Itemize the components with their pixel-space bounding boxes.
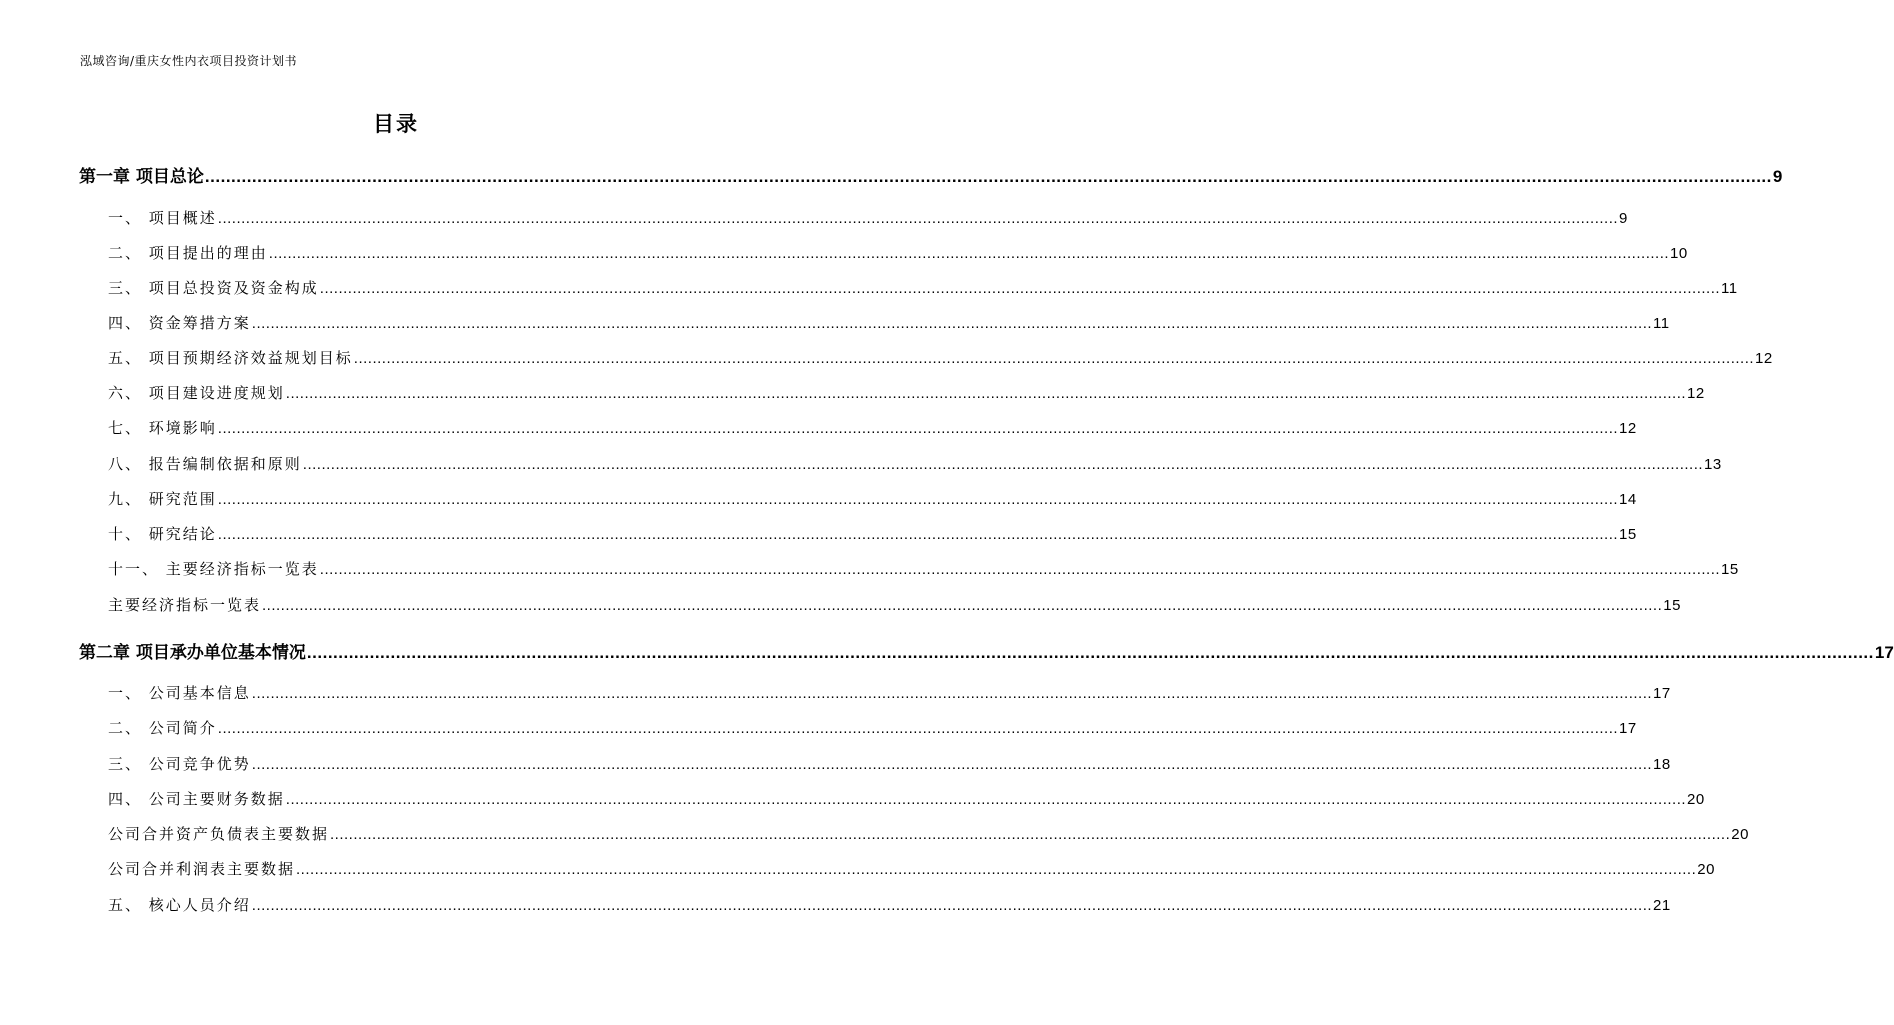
- dot-leader: ............................................................................................................................................................................................................................................................................................................: [251, 897, 1653, 914]
- toc-entry-page: 13: [1704, 456, 1722, 473]
- dot-leader: ............................................................................................................................................................................................................................................................................................................: [330, 826, 1731, 843]
- dot-leader: ............................................................................................................................................................................................................................................................................................................: [251, 685, 1653, 702]
- toc-entry-page: 11: [1721, 280, 1738, 297]
- dot-leader: ............................................................................................................................................................................................................................................................................................................: [262, 597, 1663, 614]
- toc-entry-page: 15: [1663, 597, 1681, 614]
- toc-entry[interactable]: [79, 717, 1637, 738]
- toc-entry-label: 十、 研究结论: [108, 525, 217, 543]
- toc-entry[interactable]: [79, 488, 1637, 509]
- dot-leader: ............................................................................................................................................................................................................................................................................................................: [296, 861, 1697, 878]
- toc-entry-page: 9: [1772, 167, 1783, 186]
- toc-entry-label: 五、 核心人员介绍: [108, 896, 251, 914]
- toc-entry-chapter-1[interactable]: [79, 162, 1783, 187]
- toc-entry-page: 12: [1619, 420, 1637, 437]
- dot-leader: ............................................................................................................................................................................................................................................................................................................: [319, 280, 1721, 297]
- running-header: 泓域咨询/重庆女性内衣项目投资计划书: [80, 54, 298, 68]
- toc-entry-page: 14: [1619, 491, 1637, 508]
- toc-entry-label: 三、 公司竞争优势: [108, 755, 251, 773]
- toc-entry-label: 五、 项目预期经济效益规划目标: [108, 349, 353, 367]
- dot-leader: ............................................................................................................................................................................................................................................................................................................: [302, 456, 1704, 473]
- toc-entry-page: 15: [1721, 561, 1739, 578]
- toc-entry-label: 六、 项目建设进度规划: [108, 384, 285, 402]
- toc-entry-page: 9: [1619, 210, 1628, 227]
- toc-entry-page: 20: [1731, 826, 1749, 843]
- toc-entry[interactable]: [79, 347, 1773, 368]
- toc-entry-label: 四、 资金筹措方案: [108, 314, 251, 332]
- toc-entry[interactable]: [79, 453, 1722, 474]
- toc-entry-page: 17: [1874, 643, 1894, 662]
- dot-leader: ............................................................................................................................................................................................................................................................................................................: [251, 315, 1653, 332]
- toc-entry-table[interactable]: [79, 823, 1749, 844]
- toc-entry[interactable]: [79, 894, 1671, 915]
- toc-entry-label: 四、 公司主要财务数据: [108, 790, 285, 808]
- dot-leader: ............................................................................................................................................................................................................................................................................................................: [306, 643, 1874, 662]
- toc-entry-label: 九、 研究范围: [108, 490, 217, 508]
- toc-entry-page: 11: [1653, 315, 1670, 332]
- toc-entry[interactable]: [79, 558, 1739, 579]
- toc-entry[interactable]: [79, 207, 1628, 228]
- toc-entry[interactable]: [79, 312, 1670, 333]
- page-title: 目录: [373, 112, 419, 136]
- toc-entry-page: 18: [1653, 756, 1671, 773]
- toc-entry[interactable]: [79, 242, 1688, 263]
- dot-leader: ............................................................................................................................................................................................................................................................................................................: [319, 561, 1721, 578]
- dot-leader: ............................................................................................................................................................................................................................................................................................................: [217, 720, 1619, 737]
- toc-entry-label: 一、 公司基本信息: [108, 684, 251, 702]
- dot-leader: ............................................................................................................................................................................................................................................................................................................: [204, 167, 1772, 186]
- dot-leader: ............................................................................................................................................................................................................................................................................................................: [217, 526, 1619, 543]
- dot-leader: ............................................................................................................................................................................................................................................................................................................: [217, 491, 1619, 508]
- dot-leader: ............................................................................................................................................................................................................................................................................................................: [285, 791, 1687, 808]
- toc-entry[interactable]: [79, 277, 1738, 298]
- toc-entry[interactable]: [79, 753, 1671, 774]
- toc-entry[interactable]: [79, 788, 1705, 809]
- toc-entry-label: 八、 报告编制依据和原则: [108, 455, 302, 473]
- toc-entry-page: 20: [1697, 861, 1715, 878]
- toc-entry[interactable]: [79, 523, 1637, 544]
- toc-entry-page: 12: [1755, 350, 1773, 367]
- toc-entry[interactable]: [79, 382, 1705, 403]
- toc-entry-label: 十一、 主要经济指标一览表: [108, 560, 319, 578]
- toc-entry-label: 主要经济指标一览表: [108, 596, 262, 614]
- dot-leader: ............................................................................................................................................................................................................................................................................................................: [217, 420, 1619, 437]
- toc-entry-page: 12: [1687, 385, 1705, 402]
- toc-entry-page: 21: [1653, 897, 1671, 914]
- toc-entry-label: 公司合并利润表主要数据: [108, 860, 296, 878]
- toc-entry-page: 17: [1619, 720, 1637, 737]
- toc-entry-label: 一、 项目概述: [108, 209, 217, 227]
- dot-leader: ............................................................................................................................................................................................................................................................................................................: [353, 350, 1755, 367]
- dot-leader: ............................................................................................................................................................................................................................................................................................................: [251, 756, 1653, 773]
- toc-entry-label: 二、 公司简介: [108, 719, 217, 737]
- dot-leader: ............................................................................................................................................................................................................................................................................................................: [285, 385, 1687, 402]
- toc-entry-label: 第一章 项目总论: [79, 167, 204, 187]
- toc-entry-page: 15: [1619, 526, 1637, 543]
- toc-entry-page: 17: [1653, 685, 1671, 702]
- dot-leader: ............................................................................................................................................................................................................................................................................................................: [268, 245, 1670, 262]
- dot-leader: ............................................................................................................................................................................................................................................................................................................: [217, 210, 1619, 227]
- toc-entry-label: 第二章 项目承办单位基本情况: [79, 643, 306, 663]
- toc-entry-label: 三、 项目总投资及资金构成: [108, 279, 319, 297]
- toc-entry-label: 公司合并资产负债表主要数据: [108, 825, 330, 843]
- toc-entry-chapter-2[interactable]: [79, 638, 1894, 663]
- toc-entry[interactable]: [79, 417, 1637, 438]
- toc-entry[interactable]: [79, 682, 1671, 703]
- toc-entry-table[interactable]: [79, 858, 1715, 879]
- toc-entry-table[interactable]: [79, 594, 1681, 615]
- toc-entry-page: 10: [1670, 245, 1688, 262]
- toc-entry-page: 20: [1687, 791, 1705, 808]
- toc-entry-label: 七、 环境影响: [108, 419, 217, 437]
- toc-entry-label: 二、 项目提出的理由: [108, 244, 268, 262]
